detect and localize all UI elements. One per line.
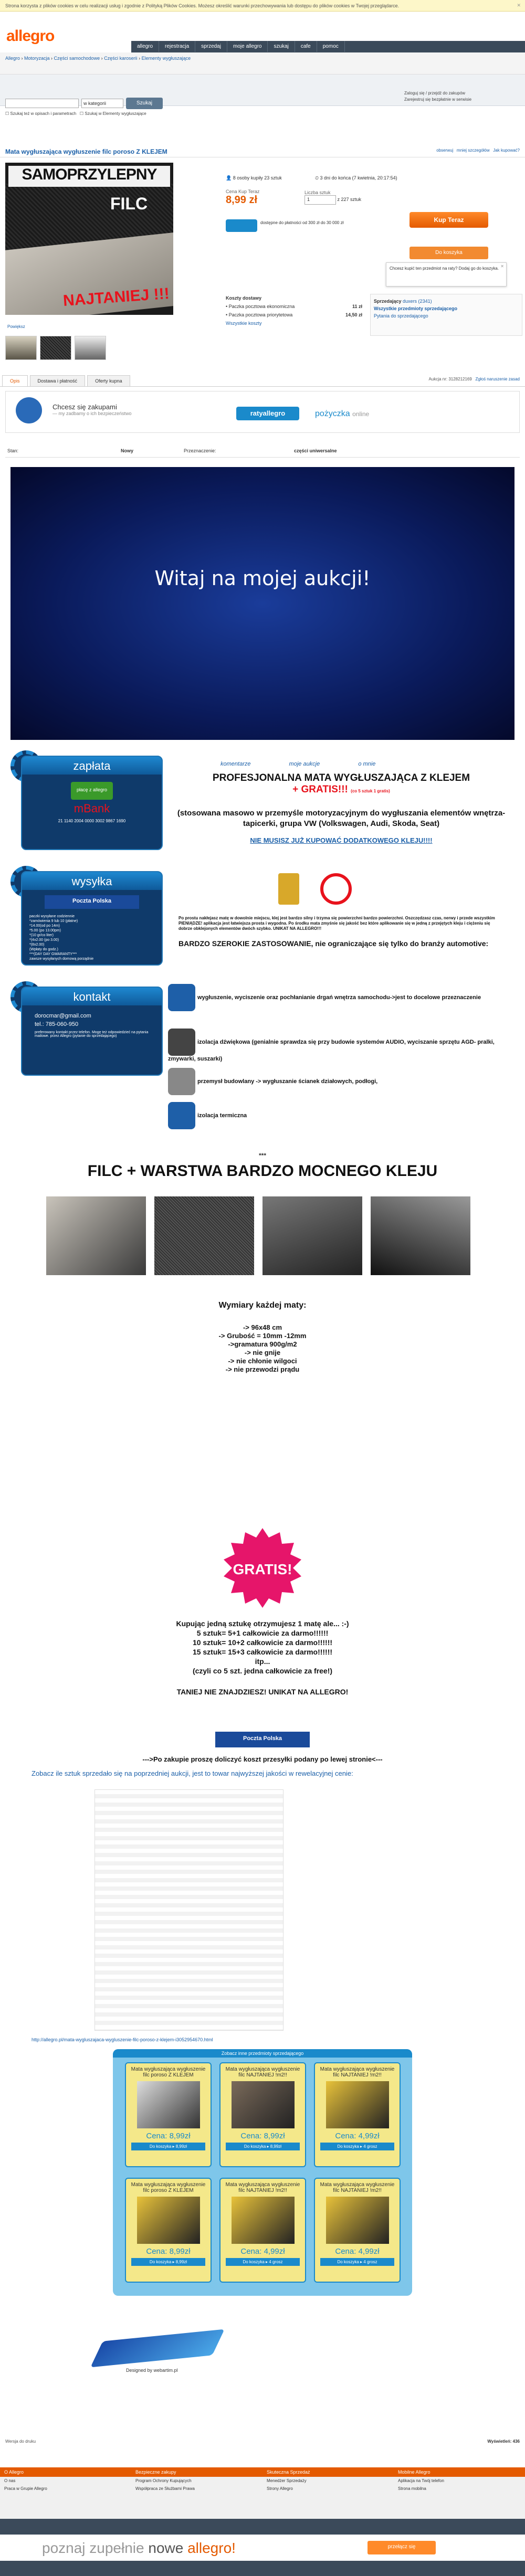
banner-text-2: nowe — [148, 2540, 184, 2556]
card-button[interactable]: Do koszyka ▸ 4 grosz — [226, 2258, 300, 2266]
item-card[interactable] — [125, 2178, 212, 2283]
cookie-bar — [0, 0, 525, 12]
image-label-1: SAMOPRZYLEPNY — [8, 166, 170, 187]
raty-logo[interactable]: ratyallegro — [236, 407, 299, 420]
print-version-link[interactable]: Wersja do druku — [5, 2439, 36, 2444]
seller-name[interactable]: duxers (2341) — [403, 299, 432, 304]
views-count: Wyświetleń: 436 — [487, 2439, 520, 2444]
promo-line-1: Chcesz się zakupami — [52, 403, 117, 411]
footer-link[interactable]: Strony Allegro — [267, 2486, 293, 2491]
footer-link[interactable]: Praca w Grupie Allegro — [4, 2486, 47, 2491]
desc-heading: PROFESJONALNA MATA WYGŁUSZAJĄCA Z KLEJEM — [212, 772, 470, 783]
zoom-link[interactable]: Powiększ — [7, 324, 25, 329]
dims-title: Wymiary każdej maty: — [218, 1301, 307, 1310]
breadcrumb: Allegro › Motoryzacja › Części samochodowe › Części karoserii › Elementy wygłuszające — [0, 52, 525, 75]
card-title: Mata wygłuszająca wygłuszenie filc NAJTANIEJ !m2!! — [320, 2066, 395, 2078]
card-price: Cena: 4,99zł — [335, 2132, 380, 2140]
price-value: 8,99 zł — [226, 194, 258, 206]
raty-info: dostępne do płatności od 300 zł do 30 000 zł — [260, 220, 344, 225]
dimensions — [0, 1301, 525, 1374]
previous-sales-table — [94, 1789, 284, 2031]
product-photo — [46, 1196, 146, 1275]
title-links — [436, 148, 520, 153]
dim-item: -> nie chłonie wilgoci — [228, 1357, 297, 1365]
gratis-badge — [220, 1527, 304, 1611]
search-input[interactable] — [5, 99, 79, 108]
contact-phone: tel.: 785-060-950 — [35, 1021, 79, 1027]
checkbox-cat-label: Szukaj w Elementy wygłuszające — [85, 111, 146, 116]
breadcrumb-item[interactable]: Części karoserii — [104, 56, 138, 61]
footer-title: Mobilne Allegro — [394, 2467, 525, 2477]
seller-box — [370, 294, 522, 336]
footer-title: Bezpieczne zakupy — [131, 2467, 262, 2477]
shipping-row: • Paczka pocztowa ekonomiczna 11 zł — [226, 302, 362, 311]
card-image — [326, 2081, 389, 2128]
add-to-cart-button[interactable]: Do koszyka — [410, 247, 488, 259]
footer-link[interactable]: Menedżer Sprzedaży — [267, 2478, 307, 2483]
promo-rule: 10 sztuk= 10+2 całkowicie za darmo!!!!!! — [192, 1638, 333, 1647]
speaker-icon — [168, 1029, 195, 1056]
feature-text: izolacja termiczna — [197, 1112, 247, 1119]
comments-link[interactable]: komentarze — [220, 761, 251, 767]
seller-question-link[interactable]: Pytania do sprzedającego — [374, 313, 428, 319]
how-to-buy-link[interactable]: Jak kupować? — [493, 148, 520, 153]
dim-item: -> nie gnije — [244, 1349, 281, 1356]
footer-link[interactable]: O nas — [4, 2478, 16, 2483]
card-button[interactable]: Do koszyka ▸ 8,99zł — [131, 2258, 205, 2266]
watch-link[interactable]: obserwuj — [436, 148, 454, 153]
feature-row — [168, 1102, 504, 1129]
product-image[interactable] — [5, 163, 173, 315]
photo-strip — [46, 1196, 482, 1275]
footer-link[interactable]: Strona mobilna — [398, 2486, 426, 2491]
glue-can-icon — [278, 873, 299, 905]
payment-box — [21, 756, 163, 850]
qty-box — [304, 190, 361, 205]
thumbnail[interactable] — [40, 336, 71, 360]
breadcrumb-item[interactable]: Motoryzacja — [24, 56, 50, 61]
user-icon: 👤 — [226, 175, 232, 181]
poczta-logo: Poczta Polska — [215, 1732, 310, 1747]
mbank-logo: mBank — [74, 802, 110, 815]
other-items-title: Zobacz inne przedmioty sprzedającego — [113, 2049, 412, 2058]
search-options — [5, 111, 146, 116]
contact-text: preferowany kontakt przez telefon. Mogę też odpowiedzieć na pytania mailowe. przez Allegro (pytanie do sprzedającego) — [35, 1031, 149, 1038]
shipping-row: • Paczka pocztowa priorytetowa 14,50 zł — [226, 311, 362, 319]
sold-text: 8 osoby kupiły 23 sztuk — [233, 175, 282, 181]
promo-text — [52, 403, 132, 416]
feature-row — [168, 1068, 504, 1095]
shipping-price: 14,50 zł — [345, 312, 362, 317]
no-glue-note: NIE MUSISZ JUŻ KUPOWAĆ DODATKOWEGO KLEJU!!!! — [250, 836, 433, 844]
auction-number — [429, 377, 520, 381]
card-button[interactable]: Do koszyka ▸ 4 grosz — [320, 2143, 394, 2150]
item-card[interactable] — [125, 2062, 212, 2167]
product-photo — [371, 1196, 470, 1275]
tab-shipping[interactable]: Dostawa i płatność — [30, 375, 86, 386]
param-value: części uniwersalne — [294, 448, 337, 453]
image-label-3: NAJTANIEJ !!! — [62, 284, 170, 310]
report-link[interactable]: Zgłoś naruszenie zasad — [475, 377, 520, 381]
footer-col — [131, 2467, 262, 2493]
shipping-label: Paczka pocztowa ekonomiczna — [228, 304, 295, 309]
raty-badge[interactable] — [226, 219, 257, 232]
card-image — [137, 2197, 200, 2244]
my-auctions-link[interactable]: moje aukcje — [289, 761, 320, 767]
feature-row — [168, 984, 504, 1011]
seller-items-link[interactable]: Wszystkie przedmioty sprzedającego — [374, 306, 458, 311]
dim-item: -> 96x48 cm — [243, 1323, 282, 1331]
promo-rule: 15 sztuk= 15+3 całkowicie za darmo!!!!!! — [192, 1648, 333, 1656]
footer-col — [0, 2467, 131, 2493]
card-price: Cena: 8,99zł — [240, 2132, 285, 2140]
gratis-small: (co 5 sztuk 1 gratis) — [351, 789, 390, 793]
feature-text: wygłuszenie, wyciszenie oraz pochłanianie drgań wnętrza samochodu->jest to docelowe przeznaczenie — [197, 994, 481, 1001]
description — [168, 772, 514, 844]
auction-title: Mata wygłuszająca wygłuszenie filc poroso Z KLEJEM — [0, 146, 525, 157]
item-card[interactable] — [219, 2062, 306, 2167]
card-title: Mata wygłuszająca wygłuszenie filc poroso Z KLEJEM — [131, 2182, 206, 2193]
designer-text[interactable]: Designed by webartim.pl — [126, 2368, 178, 2373]
checkbox-desc[interactable]: ☐ — [5, 111, 9, 116]
feature-text: izolacja dźwiękowa (genialnie sprawdza się przy budowie systemów AUDIO, wyciszanie sprzętu AGD- pralki, zmywarki, suszarki) — [168, 1038, 495, 1062]
pozyczka-text — [315, 409, 369, 419]
dim-item: -> nie przewodzi prądu — [225, 1365, 300, 1373]
banner-text-3: allegro! — [187, 2540, 236, 2556]
allegro-logo[interactable] — [6, 27, 54, 45]
switch-button[interactable]: przełącz się — [368, 2541, 436, 2554]
card-price: Cena: 8,99zł — [146, 2132, 191, 2140]
thermo-icon — [168, 1102, 195, 1129]
register-link[interactable]: Zarejestruj się bezpłatnie w serwisie — [404, 97, 472, 102]
param-label: Przeznaczenie: — [184, 448, 216, 453]
previous-auction-url[interactable]: http://allegro.pl/mata-wygluszajaca-wygluszenie-filc-poroso-z-klejem-i3052954670.html — [32, 2037, 213, 2042]
image-label-2: FILC — [110, 194, 148, 213]
param-value: Nowy — [121, 448, 134, 453]
footer-title: Skuteczna Sprzedaż — [262, 2467, 394, 2477]
qty-available: z 227 sztuk — [337, 197, 362, 202]
promo-rule: 5 sztuk= 5+1 całkowicie za darmo!!!!!! — [196, 1629, 329, 1637]
item-card[interactable] — [314, 2178, 401, 2283]
breadcrumb-item[interactable]: Allegro — [5, 56, 20, 61]
poczta-logo: Poczta Polska — [45, 895, 139, 909]
banner-text — [42, 2540, 236, 2557]
breadcrumb-item[interactable]: Części samochodowe — [54, 56, 100, 61]
footer-link[interactable]: Aplikacja na Twój telefon — [398, 2478, 444, 2483]
param-label: Stan: — [7, 448, 19, 453]
desc-paragraph: (stosowana masowo w przemyśle motoryzacyjnym do wygłuszania elementów wnętrza- tapicerki, grupa VW (Volkswagen, Audi, Skoda, Seat) — [177, 809, 506, 828]
thumbnail[interactable] — [75, 336, 106, 360]
card-image — [326, 2197, 389, 2244]
card-title: Mata wygłuszająca wygłuszenie filc NAJTANIEJ !m2!! — [225, 2066, 300, 2078]
promo-line-2: — my zadbamy o ich bezpieczeństwo — [52, 411, 132, 416]
raty-tooltip — [386, 262, 507, 287]
building-icon — [168, 1068, 195, 1095]
shipping-note: --->Po zakupie proszę doliczyć koszt przesyłki podany po lewej stronie<--- — [142, 1755, 383, 1763]
footer-title: O Allegro — [0, 2467, 131, 2477]
contact-title: kontakt — [22, 988, 162, 1005]
promo-rules — [0, 1619, 525, 1697]
platnosci-logo — [71, 782, 113, 800]
card-title: Mata wygłuszająca wygłuszenie filc NAJTANIEJ !m2!! — [320, 2182, 395, 2193]
banner-text-1: poznaj zupełnie — [42, 2540, 144, 2556]
checkbox-desc-label: Szukaj też w opisach i parametrach — [10, 111, 77, 116]
pozyczka-label: pożyczka — [315, 409, 350, 418]
tooltip-text: Chcesz kupić ten przedmiot na raty? Dodaj go do koszyka. — [390, 266, 499, 271]
nav-item-search[interactable]: szukaj — [268, 41, 295, 52]
end-time — [315, 175, 397, 181]
car-icon — [168, 984, 195, 1011]
card-button[interactable]: Do koszyka ▸ 4 grosz — [320, 2258, 394, 2266]
nav-item-help[interactable]: pomoc — [317, 41, 345, 52]
gratis-text: + GRATIS!!! — [292, 784, 348, 795]
about-link[interactable]: o mnie — [358, 761, 376, 767]
stars: *** — [258, 1152, 266, 1159]
buy-now-button[interactable]: Kup Teraz — [410, 212, 488, 228]
promo-free: (czyli co 5 szt. jedna całkowicie za free!) — [192, 1667, 333, 1675]
footer-col — [394, 2467, 525, 2493]
item-card[interactable] — [219, 2178, 306, 2283]
nav-item-allegro[interactable]: allegro — [131, 41, 159, 52]
glue-icons — [273, 871, 378, 908]
feature-row — [168, 1029, 504, 1062]
footer-link[interactable]: Współpraca ze Służbami Prawa — [135, 2486, 195, 2491]
logo-text: allegro — [6, 27, 55, 45]
tab-description[interactable]: Opis — [2, 375, 28, 386]
tab-offers[interactable]: Oferty kupna — [87, 375, 130, 386]
close-icon[interactable]: ✕ — [517, 3, 521, 8]
designer-logo — [94, 2319, 220, 2377]
umbrella-icon — [16, 397, 42, 423]
shipping-price: 11 zł — [352, 304, 362, 309]
login-link[interactable]: Zaloguj się / przejdź do zakupów — [404, 91, 466, 96]
quantity-input[interactable] — [304, 195, 336, 205]
thumbnail[interactable] — [5, 336, 37, 360]
card-button[interactable]: Do koszyka ▸ 8,99zł — [226, 2143, 300, 2150]
thumbnails — [5, 336, 136, 362]
card-title: Mata wygłuszająca wygłuszenie filc poroso Z KLEJEM — [131, 2066, 206, 2078]
shipping-label: Paczka pocztowa priorytetowa — [228, 312, 293, 317]
seller-header: Sprzedający — [374, 299, 402, 304]
product-photo — [154, 1196, 254, 1275]
clock-icon: ⏲ — [315, 175, 319, 181]
close-icon[interactable]: ✕ — [500, 264, 504, 269]
platnosci-label: płacę z allegro — [76, 787, 108, 792]
card-image — [137, 2081, 200, 2128]
promo-itp: itp... — [255, 1657, 270, 1666]
price-label: Cena Kup Teraz — [226, 189, 260, 194]
designer-swoosh — [90, 2329, 225, 2368]
seller-links — [220, 761, 483, 767]
cookie-text: Strona korzysta z plików cookies w celu realizacji usług i zgodnie z Polityką Plików Cookies. Możesz określić warunki przechowywania lub dostępu do plików cookies w Twojej przeglądarce. — [5, 3, 400, 8]
card-image — [232, 2081, 295, 2128]
nav-item-my-allegro[interactable]: moje allegro — [227, 41, 268, 52]
shipping-costs — [226, 294, 362, 327]
account-number: 21 1140 2004 0000 3002 9867 1690 — [58, 819, 126, 823]
footer-link[interactable]: Program Ochrony Kupujących — [135, 2478, 192, 2483]
main-nav — [131, 41, 525, 52]
breadcrumb-item[interactable]: Elementy wygłuszające — [141, 56, 191, 61]
card-price: Cena: 4,99zł — [240, 2247, 285, 2256]
card-title: Mata wygłuszająca wygłuszenie filc NAJTANIEJ !m2!! — [225, 2182, 300, 2193]
sold-note: Zobacz ile sztuk sprzedało się na poprzedniej aukcji, jest to towar najwyższej jakości w rewelacyjnej cenie: — [32, 1769, 353, 1777]
hero-text: Witaj na mojej aukcji! — [154, 567, 371, 590]
item-params — [5, 446, 520, 458]
quantity-value: 1 — [307, 197, 310, 202]
login-info — [404, 90, 520, 103]
footer-col — [262, 2467, 394, 2493]
online-label: online — [352, 410, 370, 418]
contact-box — [21, 987, 163, 1076]
shipping-more-link[interactable]: Wszystkie koszty — [226, 321, 262, 326]
nav-item-sell[interactable]: sprzedaj — [195, 41, 227, 52]
unikat-text: TANIEJ NIE ZNAJDZIESZ! UNIKAT NA ALLEGRO! — [176, 1688, 349, 1696]
product-photo — [262, 1196, 362, 1275]
hero-banner — [10, 467, 514, 740]
card-price: Cena: 8,99zł — [146, 2247, 191, 2256]
desc-paragraph-2: Po prostu nakłejasz matę w dowolnie miejscu, klej jest bardzo silny i trzyma się powierzchni bardzo powierzchni. Oszczędzasz czas, nerwy i przede wszystkim PIENIĄDZE! aplikacja jest łatwiejsza prosta i wygodna. Po środku mata zmyśnie się jakość bez które aplikowanie się w jedną z przejętych kleju i ciężeniu się dobrze obklejonych elementów dwóch szybko. UNIKAT NA ALLEGRO!!! — [178, 916, 495, 931]
end-time-text: 3 dni do końca (7 kwietnia, 20:17:54) — [320, 175, 397, 181]
gratis-badge-text: GRATIS! — [233, 1561, 292, 1577]
new-allegro-banner — [0, 2535, 525, 2561]
checkbox-cat[interactable]: ☐ — [79, 111, 84, 116]
search-category-select[interactable]: w kategorii — [81, 99, 123, 108]
auction-id: Aukcja nr: 3128212169 — [428, 377, 472, 381]
dim-item: -> Grubość = 10mm -12mm — [218, 1332, 307, 1340]
dim-item: ->gramatura 900g/m2 — [228, 1340, 297, 1348]
details-link[interactable]: mniej szczegółów — [456, 148, 490, 153]
desc-gratis — [168, 784, 514, 796]
search-button[interactable]: Szukaj — [126, 98, 163, 109]
nav-item-register[interactable]: rejestracja — [159, 41, 195, 52]
card-button[interactable]: Do koszyka ▸ 8,99zł — [131, 2143, 205, 2150]
item-card[interactable] — [314, 2062, 401, 2167]
contact-email[interactable]: dorocmar@gmail.com — [35, 1013, 91, 1019]
qty-label: Liczba sztuk — [304, 190, 331, 195]
card-price: Cena: 4,99zł — [335, 2247, 380, 2256]
payment-title: zapłata — [22, 757, 162, 775]
nav-item-cafe[interactable]: cafe — [295, 41, 317, 52]
shipping-text: paczki wysyłane codziennie *zamówienia 9 lub 10 (płatne) *14.00(od po 14m) *5.00 (po 13.00pm) *(10 gr/co liter) *(4x2.00 (po 3.00) *(8x2.00) (Wpłaty do godz.) ***(DAY DAY GWARANTY*** zawsze wysyłanych domową porządnie — [29, 915, 94, 961]
sold-count — [226, 175, 282, 181]
usage-heading: BARDZO SZEROKIE ZASTOSOWANIE, nie ograniczające się tylko do branży automotive: — [178, 939, 489, 948]
card-image — [232, 2197, 295, 2244]
shipping-title: wysyłka — [22, 872, 162, 890]
feature-text: przemysł budowlany -> wygłuszanie ścianek działowych, podłogi, — [197, 1078, 378, 1085]
filc-heading: FILC + WARSTWA BARDZO MOCNEGO KLEJU — [87, 1162, 438, 1180]
promo-title: Kupując jedną sztukę otrzymujesz 1 matę ale... :-) — [176, 1619, 349, 1628]
shipping-box — [21, 871, 163, 966]
shipping-title: Koszty dostawy — [226, 295, 262, 301]
no-sign-icon — [320, 873, 352, 905]
footer — [0, 2467, 525, 2519]
